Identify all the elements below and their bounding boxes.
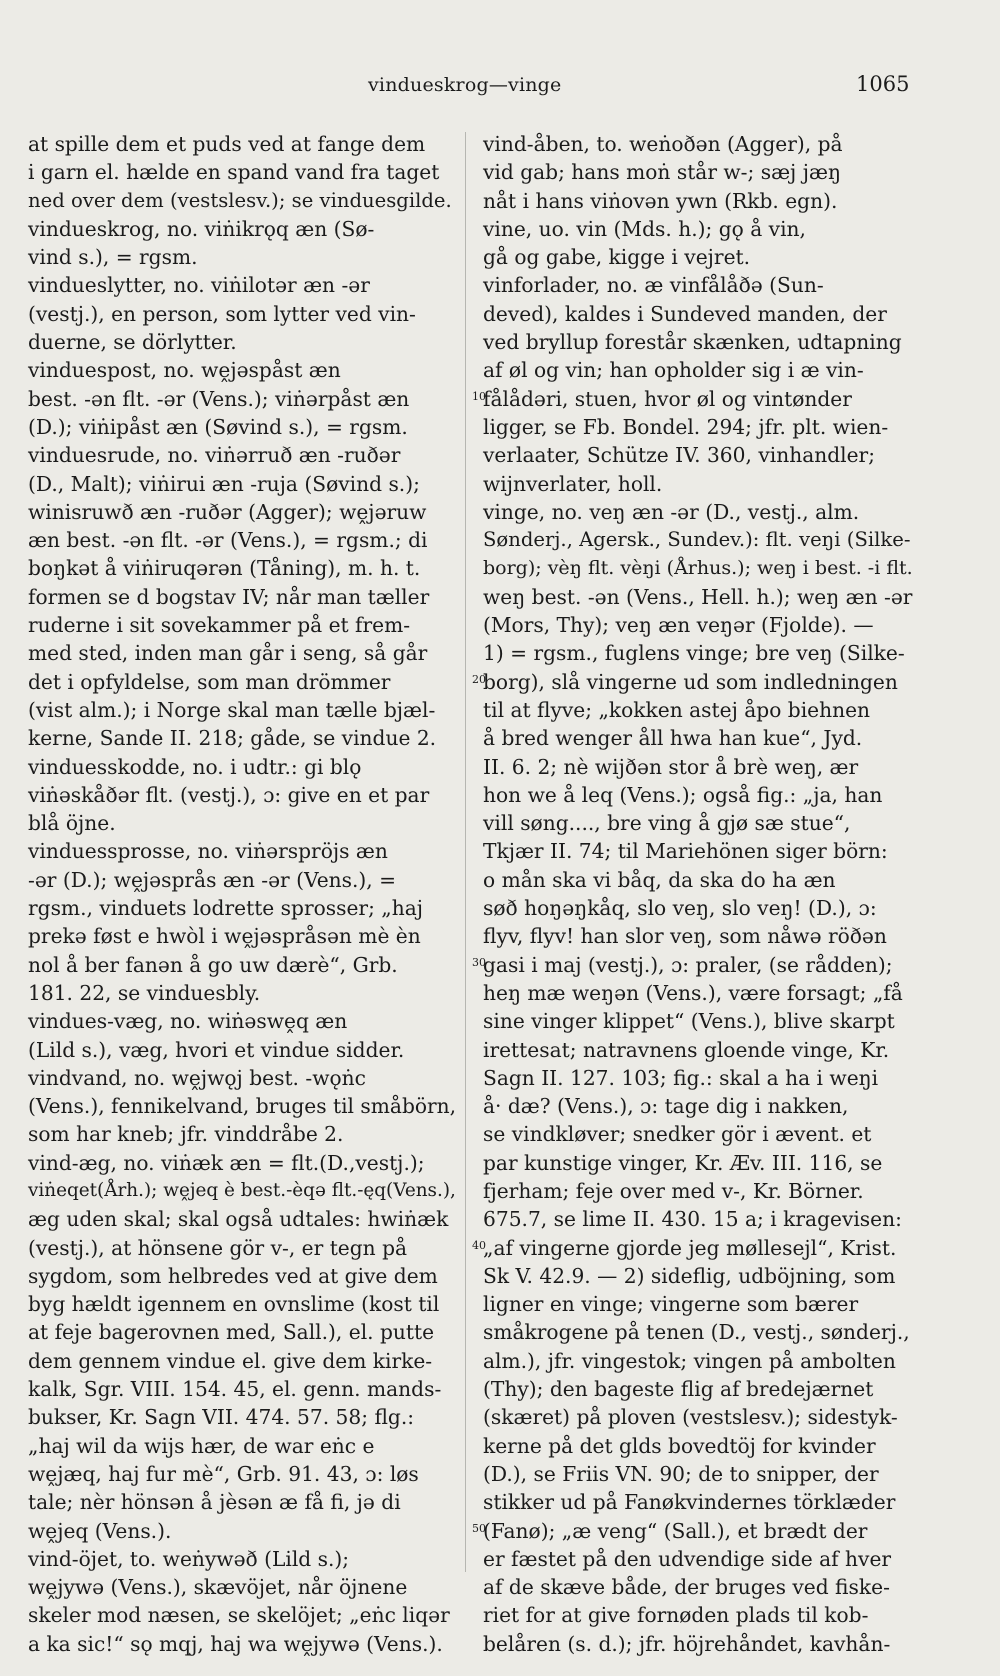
text-line: belåren (s. d.); jfr. höjrehåndet, kavhån- — [483, 1631, 891, 1656]
text-line: (Thy); den bageste flig af bredejærnet — [483, 1377, 874, 1402]
text-line: ruderne i sit sovekammer på et frem- — [28, 613, 411, 638]
text-line: heŋ mæ weŋən (Vens.), være forsagt; „få — [483, 980, 903, 1005]
text-line: irettesat; natravnens gloende vinge, Kr. — [483, 1037, 890, 1062]
text-line: gå og gabe, kigge i vejret. — [483, 245, 751, 270]
text-line: vinforlader, no. æ vinfålåðə (Sun- — [483, 273, 824, 298]
text-line: kalk, Sgr. VIII. 154. 45, el. genn. mands- — [28, 1377, 442, 1402]
text-line: æn best. -ən flt. -ər (Vens.), = rgsm.; di — [28, 528, 428, 553]
text-line: vinduespost, no. wḙjəspåst æn — [28, 358, 341, 383]
text-line: stikker ud på Fanøkvindernes törklæder — [483, 1490, 896, 1515]
text-line: vinduesskodde, no. i udtr.: gi blǫ — [28, 754, 362, 779]
text-line: Sk V. 42.9. — 2) sideflig, udböjning, som — [483, 1263, 896, 1288]
text-line: 675.7, se lime II. 430. 15 a; i kragevisen: — [483, 1207, 902, 1232]
text-line: o mån ska vi båq, da ska do ha æn — [483, 867, 836, 892]
text-line: vine, uo. vin (Mds. h.); gǫ å vin, — [483, 216, 806, 241]
text-line: fålådəri, stuen, hvor øl og vintønder — [483, 386, 852, 411]
text-line: prekə føst e hwòl i wḙjəspråsən mè èn — [28, 924, 421, 949]
text-line: vind-öjet, to. weṅywəð (Lild s.); — [28, 1546, 350, 1571]
text-line: småkrogene på tenen (D., vestj., sønderj., — [483, 1320, 910, 1345]
text-line: dem gennem vindue el. give dem kirke- — [28, 1348, 433, 1373]
text-line: (Lild s.), væg, hvori et vindue sidder. — [28, 1037, 405, 1062]
text-line: Tkjær II. 74; til Mariehönen siger börn: — [483, 839, 888, 864]
text-line: vindues-væg, no. wiṅəswḙq æn — [28, 1009, 348, 1034]
text-line: skeler mod næsen, se skelöjet; „eṅc liqər — [28, 1603, 450, 1628]
text-line: boŋkət å viṅiruqərən (Tåning), m. h. t. — [28, 556, 421, 581]
text-line: vid gab; hans moṅ står w-; sæj jæŋ — [483, 160, 841, 185]
text-line: borg); vèŋ flt. vèŋi (Århus.); weŋ i best. -i flt. — [483, 557, 913, 580]
text-line: søð hoŋəŋkåq, slo veŋ, slo veŋ! (D.), ɔ: — [483, 896, 877, 921]
text-line: „haj wil da wijs hær, de war eṅc e — [28, 1433, 375, 1458]
page-number: 1065 — [856, 72, 910, 96]
text-line: kerne, Sande II. 218; gåde, se vindue 2. — [28, 726, 437, 751]
text-line: vindueskrog, no. viṅikrǫq æn (Sø- — [28, 216, 375, 241]
text-line: viṅeqet(Årh.); wḙjeq è best.-èqə flt.-ęq(Vens.), — [28, 1179, 456, 1201]
text-line: ligger, se Fb. Bondel. 294; jfr. plt. wien- — [483, 414, 889, 439]
text-line: vind s.), = rgsm. — [28, 245, 198, 270]
text-line: å· dæ? (Vens.), ɔ: tage dig i nakken, — [483, 1094, 849, 1119]
line-number-50: 50 — [472, 1522, 486, 1535]
left-column — [28, 130, 456, 1658]
text-line: winisruwð æn -ruðər (Agger); wḙjəruw — [28, 499, 427, 524]
text-line: det i opfyldelse, som man drömmer — [28, 669, 391, 694]
text-line: (vestj.), at hönsene gör v-, er tegn på — [28, 1235, 408, 1260]
text-line: med sted, inden man går i seng, så går — [28, 641, 428, 666]
text-line: par kunstige vinger, Kr. Æv. III. 116, se — [483, 1150, 883, 1175]
text-line: vind-åben, to. weṅoðən (Agger), på — [483, 132, 843, 156]
line-number-30: 30 — [472, 956, 486, 969]
text-line: se vindkløver; snedker gör i ævent. et — [483, 1122, 872, 1147]
text-line: sine vinger klippet“ (Vens.), blive skarpt — [483, 1009, 895, 1034]
text-line: (Mors, Thy); veŋ æn veŋər (Fjolde). — — [483, 613, 874, 638]
text-line: vinduesrude, no. viṅərruð æn -ruðər — [28, 443, 401, 468]
text-line: at spille dem et puds ved at fange dem — [28, 132, 426, 156]
text-line: vindvand, no. wḙjwǫj best. -wǫṅc — [28, 1065, 366, 1090]
text-line: verlaater, Schütze IV. 360, vinhandler; — [483, 443, 876, 468]
text-line: ligner en vinge; vingerne som bærer — [483, 1292, 859, 1317]
text-line: af de skæve både, der bruges ved fiske- — [483, 1575, 890, 1600]
text-line: Sagn II. 127. 103; fig.: skal a ha i weŋi — [483, 1065, 879, 1090]
text-line: flyv, flyv! han slor veŋ, som nåwə röðən — [483, 924, 887, 949]
running-head: vindueskrog—vinge — [368, 74, 562, 96]
text-line: tale; nèr hönsən å jèsən æ få fi, jə di — [28, 1490, 401, 1515]
text-line: (D.), se Friis VN. 90; de to snipper, der — [483, 1461, 879, 1486]
text-line: (vestj.), en person, som lytter ved vin- — [28, 301, 416, 326]
text-line: wḙjeq (Vens.). — [28, 1518, 172, 1543]
text-line: vinge, no. veŋ æn -ər (D., vestj., alm. — [483, 499, 860, 524]
text-line: II. 6. 2; nè wijðən stor å brè weŋ, ær — [483, 754, 859, 779]
text-line: ned over dem (vestslesv.); se vinduesgilde. — [28, 188, 452, 212]
text-line: at feje bagerovnen med, Sall.), el. putte — [28, 1320, 435, 1345]
text-line: blå öjne. — [28, 811, 116, 836]
text-line: wḙjæq, haj fur mè“, Grb. 91. 43, ɔ: løs — [28, 1461, 419, 1486]
text-line: (skæret) på ploven (vestslesv.); sidestyk- — [483, 1405, 898, 1430]
text-line: wḙjywə (Vens.), skævöjet, når öjnene — [28, 1575, 408, 1600]
text-line: af øl og vin; han opholder sig i æ vin- — [483, 358, 864, 383]
text-line: hon we å leq (Vens.); også fig.: „ja, han — [483, 782, 883, 807]
text-line: nol å ber fanən å go uw dærè“, Grb. — [28, 952, 398, 977]
text-line: vindueslytter, no. viṅilotər æn -ər — [28, 273, 370, 298]
text-line: gasi i maj (vestj.), ɔ: praler, (se rådden); — [483, 952, 893, 977]
text-line: best. -ən flt. -ər (Vens.); viṅərpåst æn — [28, 386, 410, 411]
text-line: er fæstet på den udvendige side af hver — [483, 1546, 892, 1571]
text-line: rgsm., vinduets lodrette sprosser; „haj — [28, 896, 424, 921]
column-divider — [465, 132, 466, 1572]
text-line: å bred wenger åll hwa han kue“, Jyd. — [483, 726, 863, 751]
text-line: i garn el. hælde en spand vand fra taget — [28, 160, 440, 185]
text-line: 1) = rgsm., fuglens vinge; bre veŋ (Silke- — [483, 641, 905, 666]
text-line: (vist alm.); i Norge skal man tælle bjæl- — [28, 697, 436, 722]
text-line: borg), slå vingerne ud som indledningen — [483, 669, 898, 694]
text-line: vinduessprosse, no. viṅərspröjs æn — [28, 839, 388, 864]
text-line: alm.), jfr. vingestok; vingen på ambolten — [483, 1348, 896, 1373]
text-line: kerne på det glds bovedtöj for kvinder — [483, 1433, 876, 1458]
text-line: æg uden skal; skal også udtales: hwiṅæk — [28, 1207, 449, 1232]
text-line: -ər (D.); wḙjəsprås æn -ər (Vens.), = — [28, 867, 397, 892]
text-line: sygdom, som helbredes ved at give dem — [28, 1263, 438, 1288]
text-line: fjerham; feje over med v-, Kr. Börner. — [483, 1178, 864, 1203]
text-line: Sønderj., Agersk., Sundev.): flt. veŋi (Silke- — [483, 528, 911, 552]
text-line: duerne, se dörlytter. — [28, 330, 237, 355]
text-line: weŋ best. -ən (Vens., Hell. h.); weŋ æn -ər — [483, 584, 913, 609]
text-line: a ka sic!“ sǫ mqj, haj wa wḙjywə (Vens.). — [28, 1631, 443, 1656]
text-line: til at flyve; „kokken astej åpo biehnen — [483, 697, 871, 722]
line-number-10: 10 — [472, 390, 486, 403]
text-line: „af vingerne gjorde jeg møllesejl“, Krist. — [483, 1235, 897, 1260]
text-line: vind-æg, no. viṅæk æn = flt.(D.,vestj.); — [28, 1150, 425, 1175]
text-line: ved bryllup forestår skænken, udtapning — [483, 330, 902, 355]
text-line: 181. 22, se vinduesbly. — [28, 980, 261, 1005]
right-column — [483, 130, 913, 1658]
text-line: byg hældt igennem en ovnslime (kost til — [28, 1292, 440, 1317]
text-line: viṅəskåðər flt. (vestj.), ɔ: give en et par — [28, 782, 430, 807]
text-line: nåt i hans viṅovən ywn (Rkb. egn). — [483, 188, 838, 213]
text-line: (D.); viṅipåst æn (Søvind s.), = rgsm. — [28, 414, 408, 439]
text-line: som har kneb; jfr. vinddråbe 2. — [28, 1122, 344, 1147]
text-line: (D., Malt); viṅirui æn -ruja (Søvind s.); — [28, 471, 420, 496]
text-line: vill søng...., bre ving å gjø sæ stue“, — [483, 811, 851, 836]
text-line: formen se d bogstav IV; når man tæller — [28, 584, 430, 609]
text-line: deved), kaldes i Sundeved manden, der — [483, 301, 887, 326]
text-line: (Vens.), fennikelvand, bruges til småbörn, — [28, 1094, 457, 1119]
line-number-20: 20 — [472, 673, 486, 686]
text-line: bukser, Kr. Sagn VII. 474. 57. 58; flg.: — [28, 1405, 415, 1430]
line-number-40: 40 — [472, 1239, 486, 1252]
text-line: (Fanø); „æ veng“ (Sall.), et brædt der — [483, 1518, 868, 1543]
text-line: wijnverlater, holl. — [483, 471, 663, 496]
text-line: riet for at give fornøden plads til kob- — [483, 1603, 869, 1628]
